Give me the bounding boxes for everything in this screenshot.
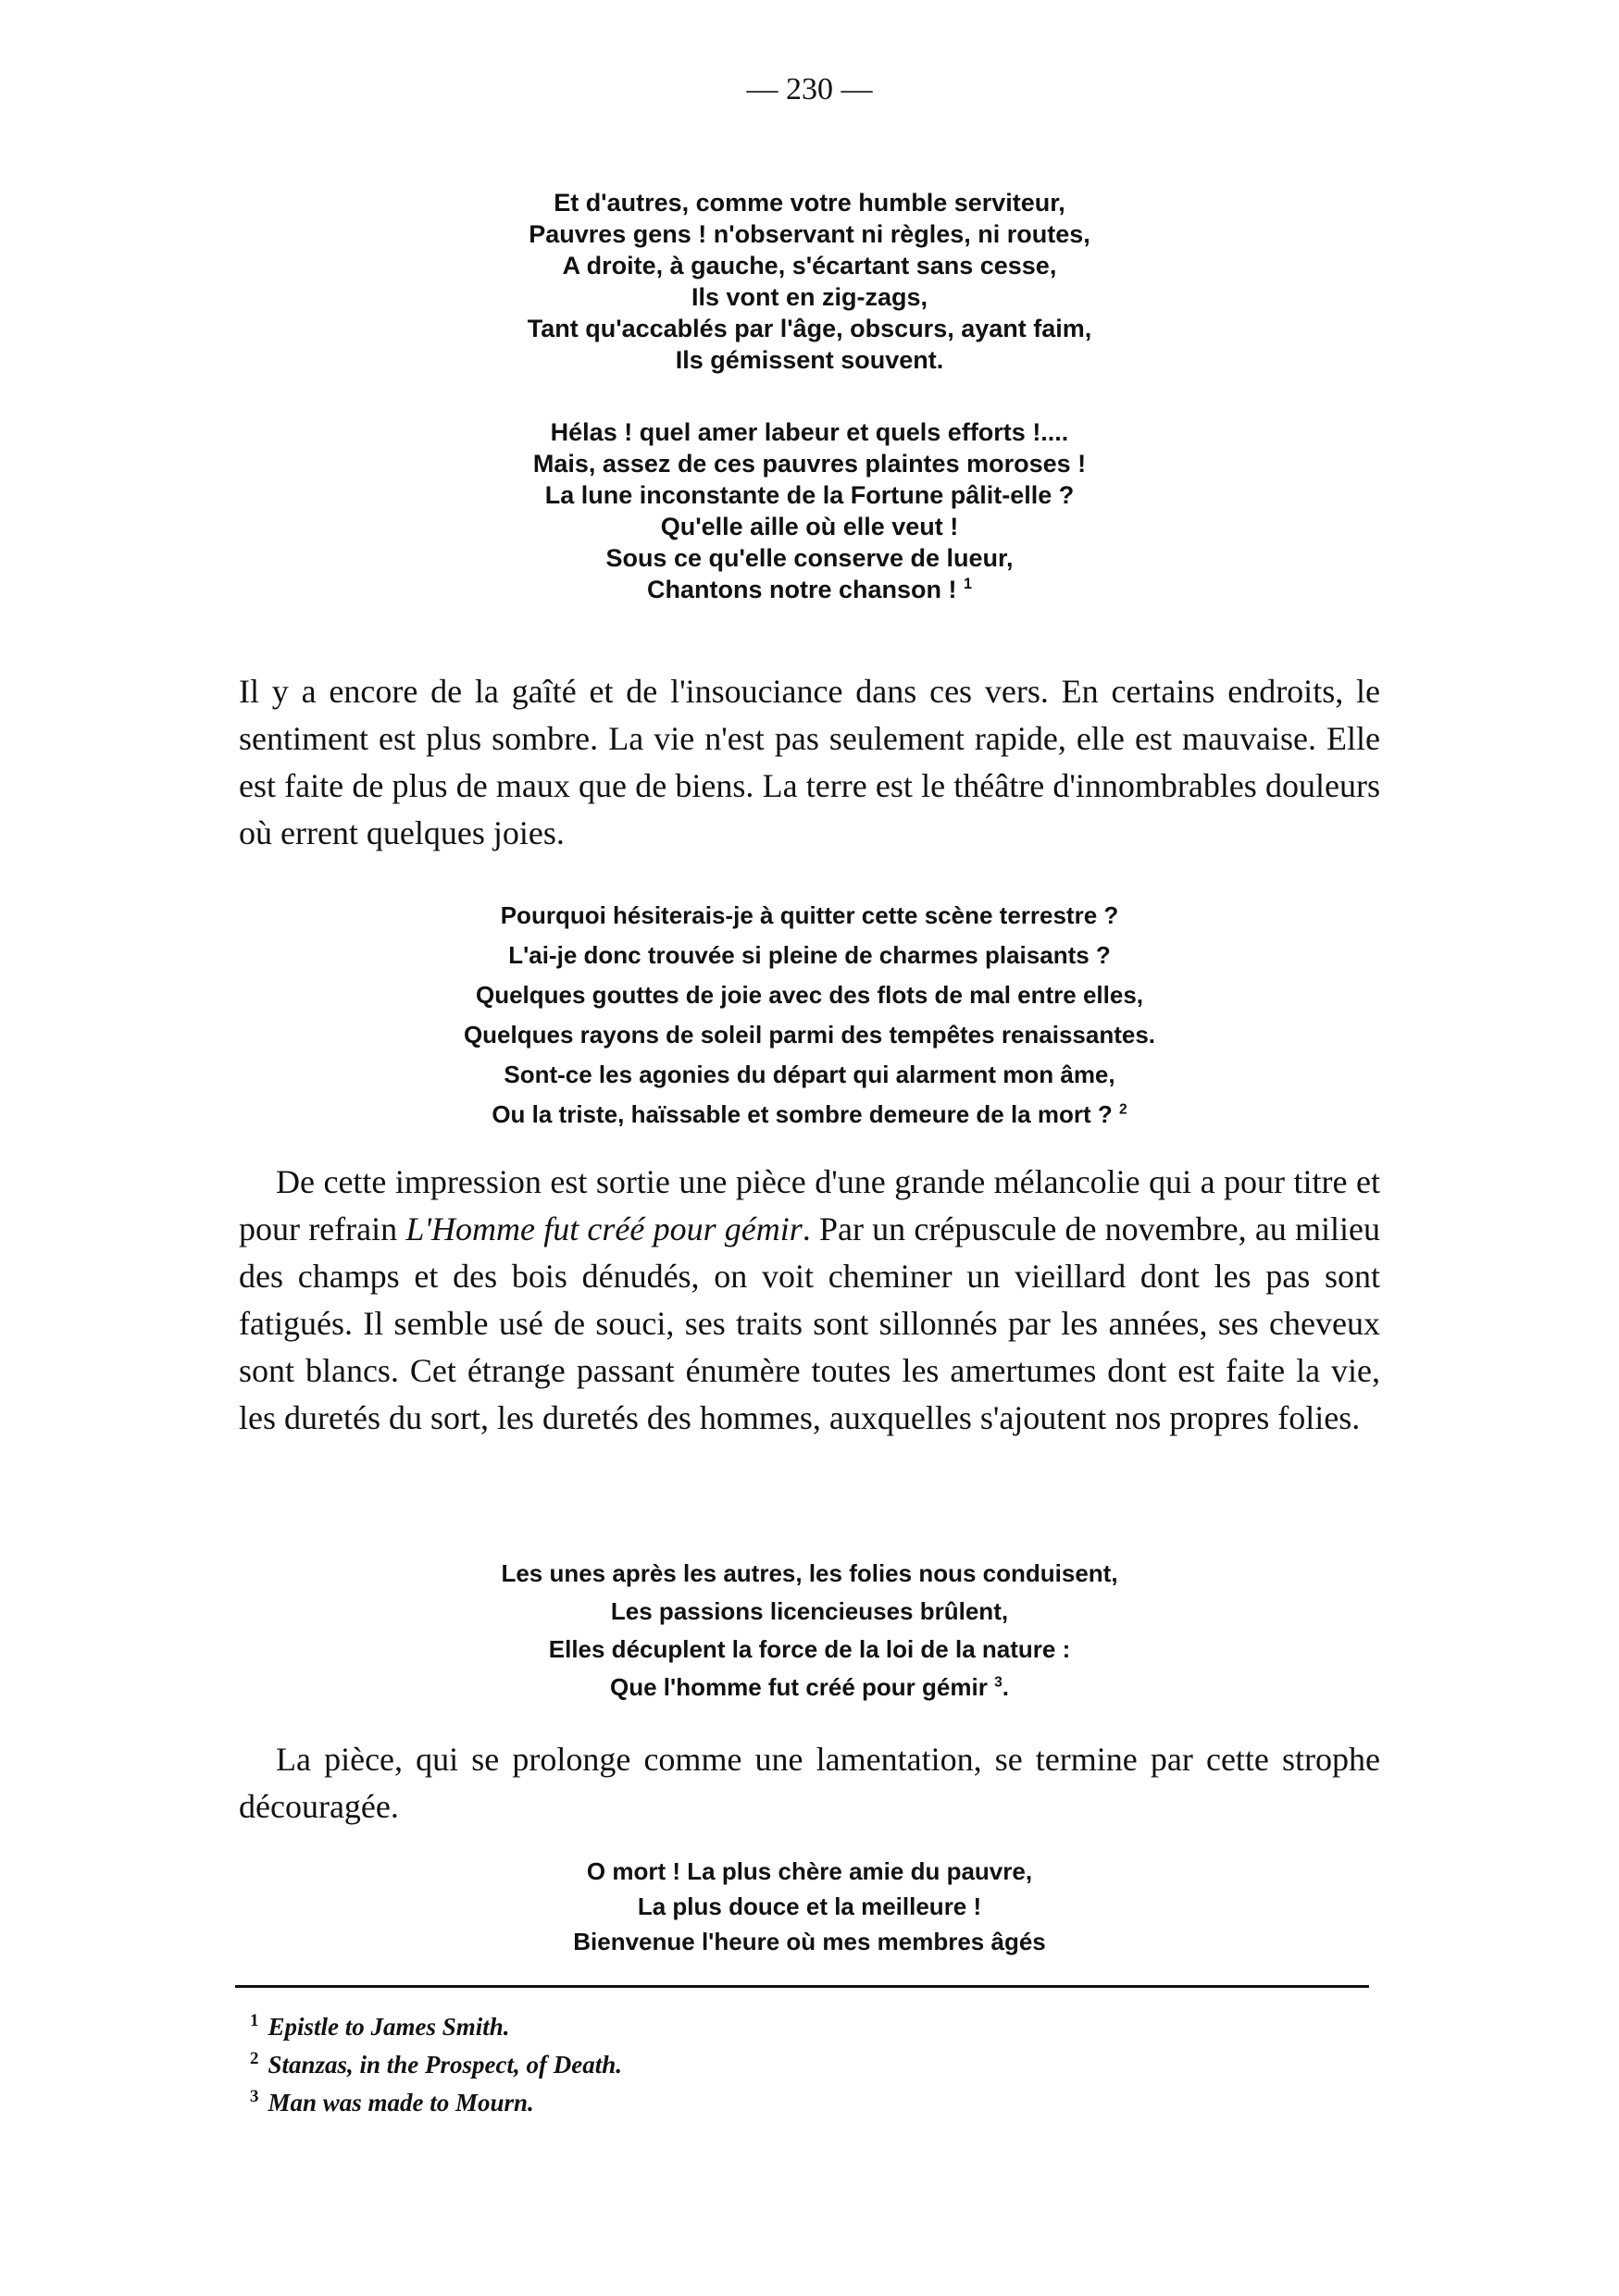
verse-block-3	[239, 896, 1380, 1135]
paragraph-3: La pièce, qui se prolonge comme une lamentation, se termine par cette strophe découragée.	[239, 1741, 1380, 1825]
verse-line: A droite, à gauche, s'écartant sans cesse,	[562, 252, 1057, 279]
verse-line: Ils vont en zig-zags,	[691, 283, 928, 311]
verse-line: Quelques rayons de soleil parmi des tempêtes renaissantes.	[463, 1021, 1156, 1049]
paragraph-1: Il y a encore de la gaîté et de l'insouciance dans ces vers. En certains endroits, le sentiment est plus sombre. La vie n'est pas seulement rapide, elle est mauvaise. Elle est faite de plus de maux que de biens. La terre est le théâtre d'innombrables douleurs où errent quelques joies.	[239, 673, 1380, 851]
verse-text: Chantons notre chanson !	[646, 576, 957, 603]
paragraph-text: De cette impression est sortie une pièce d'une grande mélancolie qui a pour titre et pour refrain	[239, 1163, 1380, 1247]
verse-line: Pourquoi hésiterais-je à quitter cette scène terrestre ?	[500, 901, 1119, 929]
footnote-ref: 3	[994, 1674, 1003, 1691]
verse-line: Sont-ce les agonies du départ qui alarment mon âme,	[504, 1061, 1115, 1088]
verse-line: Hélas ! quel amer labeur et quels efforts !....	[550, 418, 1069, 446]
verse-line: Les unes après les autres, les folies nous conduisent,	[501, 1559, 1118, 1587]
verse-line: Ils gémissent souvent.	[675, 346, 944, 374]
verse-line: Quelques gouttes de joie avec des flots de mal entre elles,	[475, 981, 1144, 1009]
verse-line: L'ai-je donc trouvée si pleine de charmes plaisants ?	[508, 941, 1111, 969]
verse-line: Sous ce qu'elle conserve de lueur,	[605, 544, 1014, 572]
verse-block-1	[239, 187, 1380, 376]
footnote-3	[250, 2084, 622, 2122]
verse-block-5	[239, 1854, 1380, 1959]
paragraph-2	[239, 1159, 1380, 1442]
verse-line	[239, 1095, 1380, 1135]
verse-line: La plus douce et la meilleure !	[637, 1893, 982, 1920]
verse-line: La lune inconstante de la Fortune pâlit-elle ?	[544, 481, 1075, 509]
verse-line: Les passions licencieuses brûlent,	[610, 1597, 1009, 1625]
verse-block-4	[239, 1555, 1380, 1706]
verse-line: Elles décuplent la force de la loi de la nature :	[548, 1635, 1071, 1663]
verse-line: O mort ! La plus chère amie du pauvre,	[586, 1857, 1033, 1885]
footnote-divider	[235, 1985, 1369, 1988]
footnote-1	[250, 2008, 622, 2046]
footnotes	[250, 2008, 622, 2122]
footnote-number: 1	[250, 2011, 259, 2030]
verse-line: Mais, assez de ces pauvres plaintes moroses !	[532, 450, 1087, 478]
verse-line: Et d'autres, comme votre humble serviteur,	[554, 189, 1065, 217]
verse-text: Ou la triste, haïssable et sombre demeure de la mort ?	[492, 1100, 1113, 1128]
paragraph-text: . Par un crépuscule de novembre, au milieu des champs et des bois dénudés, on voit cheminer un vieillard dont les pas sont fatigués. Il semble usé de souci, ses traits sont sillonnés par les années, ses cheveux sont blancs. Cet étrange passant énumère toutes les amertumes dont est faite la vie, les duretés du sort, les duretés des hommes, auxquelles s'ajoutent nos propres folies.	[239, 1210, 1380, 1436]
verse-line: Tant qu'accablés par l'âge, obscurs, ayant faim,	[527, 315, 1092, 342]
verse-line: Pauvres gens ! n'observant ni règles, ni routes,	[529, 220, 1090, 248]
verse-line	[239, 574, 1380, 605]
verse-line: Que l'homme fut créé pour gémir $^3$.	[610, 1673, 1009, 1701]
verse-text: Que l'homme fut créé pour gémir	[610, 1673, 988, 1701]
verse-block-2	[239, 416, 1380, 605]
footnote-ref: 1	[964, 576, 973, 592]
footnote-number: 3	[250, 2087, 259, 2106]
verse-line: Bienvenue l'heure où mes membres âgés	[573, 1928, 1046, 1955]
verse-line: Qu'elle aille où elle veut !	[660, 513, 959, 540]
footnote-text: Stanzas, in the Prospect, of Death.	[268, 2051, 622, 2079]
poem-title: L'Homme fut créé pour gémir	[405, 1210, 803, 1247]
footnote-ref: 2	[1119, 1101, 1127, 1118]
footnote-number: 2	[250, 2049, 259, 2068]
page-number: — 230 —	[746, 72, 873, 106]
footnote-2	[250, 2046, 622, 2084]
footnote-text: Man was made to Mourn.	[268, 2089, 534, 2116]
footnote-text: Epistle to James Smith.	[268, 2013, 510, 2041]
